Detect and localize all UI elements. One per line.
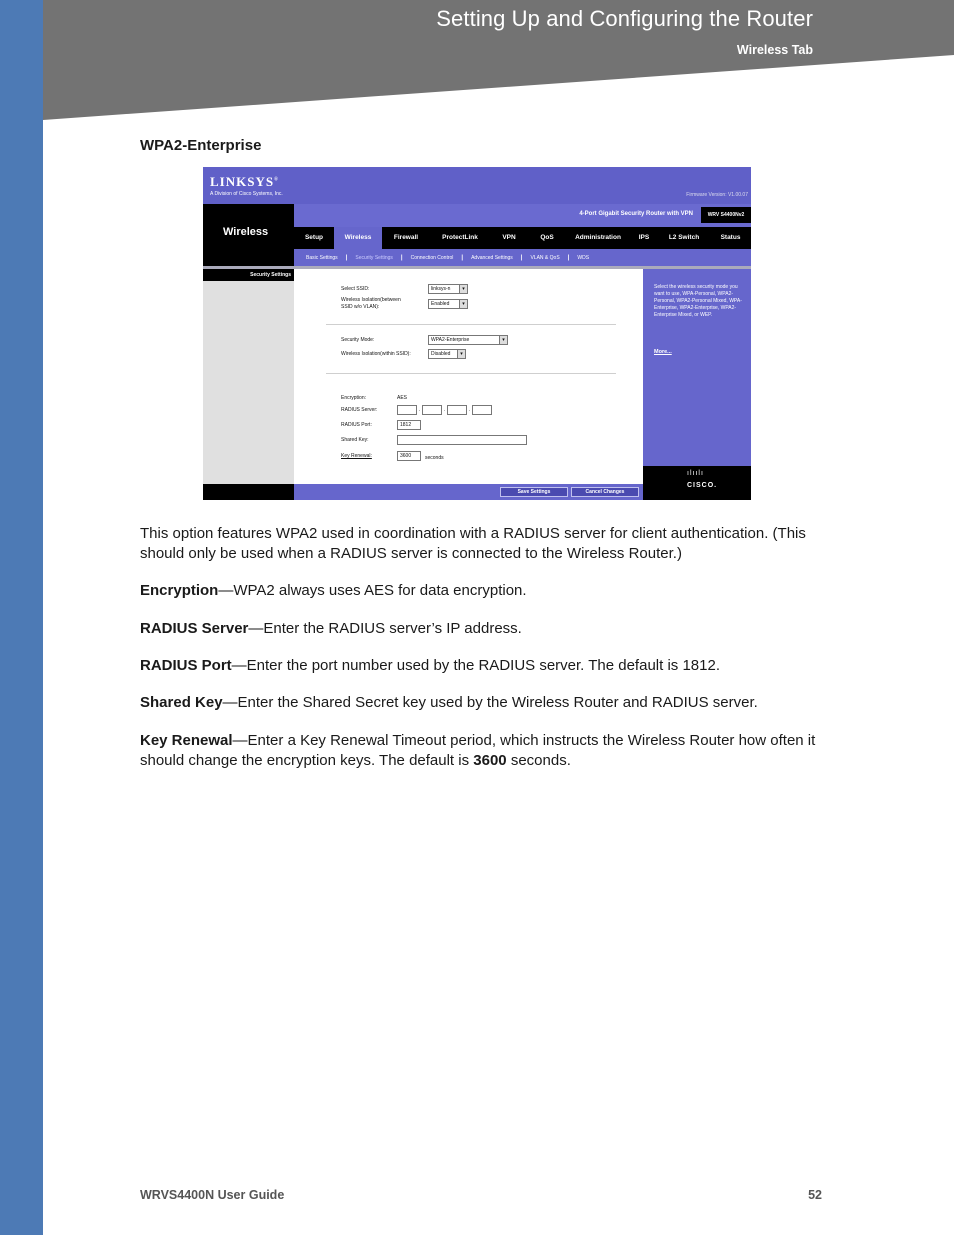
subtab-separator: |: [345, 254, 348, 261]
left-bottom-bar: [203, 484, 294, 500]
tab-vpn[interactable]: VPN: [502, 234, 516, 241]
subtab-connection-control[interactable]: Connection Control: [410, 254, 454, 261]
select-ssid-value: linksys-n: [431, 286, 451, 292]
definition-term: Shared Key: [140, 694, 223, 711]
cisco-bars-icon: ılıılı: [687, 470, 704, 477]
router-topbar: [203, 167, 751, 204]
key-renewal-label: Key Renewal:: [341, 453, 372, 459]
isolation-within-label: Wireless Isolation(within SSID):: [341, 351, 411, 357]
definition-radius-server: [140, 619, 830, 639]
product-bar: [294, 204, 751, 227]
settings-form: [294, 269, 643, 484]
definition-term: RADIUS Server: [140, 620, 249, 637]
ip-dot: .: [469, 407, 471, 413]
security-mode-dropdown[interactable]: [428, 335, 508, 345]
definition-term: Key Renewal: [140, 732, 233, 749]
definition-key-renewal: [140, 731, 830, 771]
footer-page-number: 52: [808, 1188, 822, 1202]
shared-key-input[interactable]: [397, 435, 527, 445]
tab-firewall[interactable]: Firewall: [393, 234, 419, 241]
chevron-down-icon: ▾: [459, 285, 467, 293]
definition-text: —Enter the Shared Secret key used by the Wireless Router and RADIUS server.: [222, 694, 758, 711]
isolation-within-dropdown[interactable]: [428, 349, 466, 359]
form-divider: [326, 373, 616, 374]
ip-dot: .: [419, 407, 421, 413]
subtab-separator: |: [520, 254, 523, 261]
page-title: Setting Up and Configuring the Router: [436, 6, 813, 31]
tab-ips[interactable]: IPS: [638, 234, 650, 241]
select-ssid-dropdown[interactable]: [428, 284, 468, 294]
section-title: Wireless: [223, 226, 269, 238]
isolation-within-value: Disabled: [431, 351, 451, 357]
isolation-between-dropdown[interactable]: [428, 299, 468, 309]
brand-subtitle: A Division of Cisco Systems, Inc.: [210, 191, 283, 197]
isolation-between-label-2: SSID w/o VLAN):: [341, 304, 380, 310]
definition-radius-port: [140, 656, 830, 676]
main-tabs: [294, 227, 751, 249]
definition-term: RADIUS Port: [140, 657, 232, 674]
model-badge: WRV S4400Nv2: [701, 207, 751, 223]
cisco-logo: CISCO.: [687, 482, 718, 489]
tab-administration[interactable]: Administration: [575, 234, 621, 241]
page-side-bar: [0, 0, 43, 1235]
chevron-down-icon: ▾: [457, 350, 465, 358]
radius-ip-octet-4[interactable]: [472, 405, 492, 415]
tab-l2-switch[interactable]: L2 Switch: [668, 234, 700, 241]
tab-setup[interactable]: Setup: [304, 234, 324, 241]
key-renewal-unit: seconds: [425, 455, 444, 461]
left-column: [203, 269, 294, 500]
definition-text: —Enter the port number used by the RADIUS server. The default is 1812.: [231, 657, 720, 674]
tab-wireless[interactable]: Wireless: [334, 227, 382, 249]
radius-ip-octet-3[interactable]: [447, 405, 467, 415]
radius-port-input[interactable]: 1812: [397, 420, 421, 430]
help-panel: [647, 269, 751, 469]
chevron-down-icon: ▾: [499, 336, 507, 344]
chevron-down-icon: ▾: [459, 300, 467, 308]
router-screenshot: [203, 167, 751, 500]
security-mode-value: WPA2-Enterprise: [431, 337, 470, 343]
tab-qos[interactable]: QoS: [540, 234, 554, 241]
subtab-security-settings[interactable]: Security Settings: [355, 254, 393, 261]
page-subtitle: Wireless Tab: [736, 43, 813, 57]
radius-port-label: RADIUS Port:: [341, 422, 372, 428]
linksys-logo: LINKSYS®: [210, 174, 279, 189]
subtab-advanced-settings[interactable]: Advanced Settings: [471, 254, 513, 261]
key-renewal-input[interactable]: 3600: [397, 451, 421, 461]
definition-default-value: 3600: [473, 752, 507, 769]
left-section-label: Security Settings: [203, 269, 294, 281]
subtab-wds[interactable]: WDS: [577, 254, 590, 261]
tab-protectlink[interactable]: ProtectLink: [442, 234, 478, 241]
footer-guide-name: WRVS4400N User Guide: [140, 1188, 285, 1202]
tab-status[interactable]: Status: [720, 234, 741, 241]
sub-tabs: [294, 249, 751, 266]
encryption-value: AES: [397, 395, 408, 401]
subtab-separator: |: [400, 254, 403, 261]
isolation-between-label: Wireless Isolation(between: [341, 297, 401, 303]
definition-text: —Enter a Key Renewal Timeout period, which instructs the Wireless Router how often it should change the encryption keys. The default is: [140, 732, 816, 769]
definition-text: —Enter the RADIUS server’s IP address.: [248, 620, 522, 637]
subtab-vlan-qos[interactable]: VLAN & QoS: [530, 254, 560, 261]
definition-encryption: [140, 581, 830, 601]
section-heading: WPA2-Enterprise: [140, 137, 262, 154]
firmware-version: Firmware Version: V1.00.07: [686, 192, 748, 198]
help-text: Select the wireless security mode you want to use, WPA-Personal, WPA2-Personal, WPA2-Personal Mixed, WPA-Enterprise, WPA2-Enterprise, WPA2-Enterprise Mixed, or WEP.: [654, 284, 742, 318]
help-more-link[interactable]: More...: [654, 349, 672, 355]
definition-term: Encryption: [140, 582, 219, 599]
radius-ip-octet-2[interactable]: [422, 405, 442, 415]
ip-dot: .: [444, 407, 446, 413]
definition-suffix: seconds.: [506, 752, 571, 769]
isolation-between-value: Enabled: [431, 301, 450, 307]
select-ssid-label: Select SSID:: [341, 286, 370, 292]
radius-ip-octet-1[interactable]: [397, 405, 417, 415]
definition-shared-key: [140, 693, 830, 713]
save-settings-button[interactable]: Save Settings: [500, 487, 568, 497]
cancel-changes-button[interactable]: Cancel Changes: [571, 487, 639, 497]
product-name: 4-Port Gigabit Security Router with VPN: [579, 211, 693, 217]
form-divider: [326, 324, 616, 325]
intro-paragraph: This option features WPA2 used in coordination with a RADIUS server for client authentication. (This should only be used when a RADIUS server is connected to the Wireless Router.): [140, 525, 806, 562]
subtab-separator: |: [461, 254, 464, 261]
definition-text: —WPA2 always uses AES for data encryption.: [218, 582, 527, 599]
button-bar: [294, 484, 643, 500]
radius-server-label: RADIUS Server:: [341, 407, 378, 413]
security-mode-label: Security Mode:: [341, 337, 375, 343]
shared-key-label: Shared Key:: [341, 437, 369, 443]
subtab-basic-settings[interactable]: Basic Settings: [306, 254, 338, 261]
subtab-separator: |: [567, 254, 570, 261]
encryption-label: Encryption:: [341, 395, 367, 401]
